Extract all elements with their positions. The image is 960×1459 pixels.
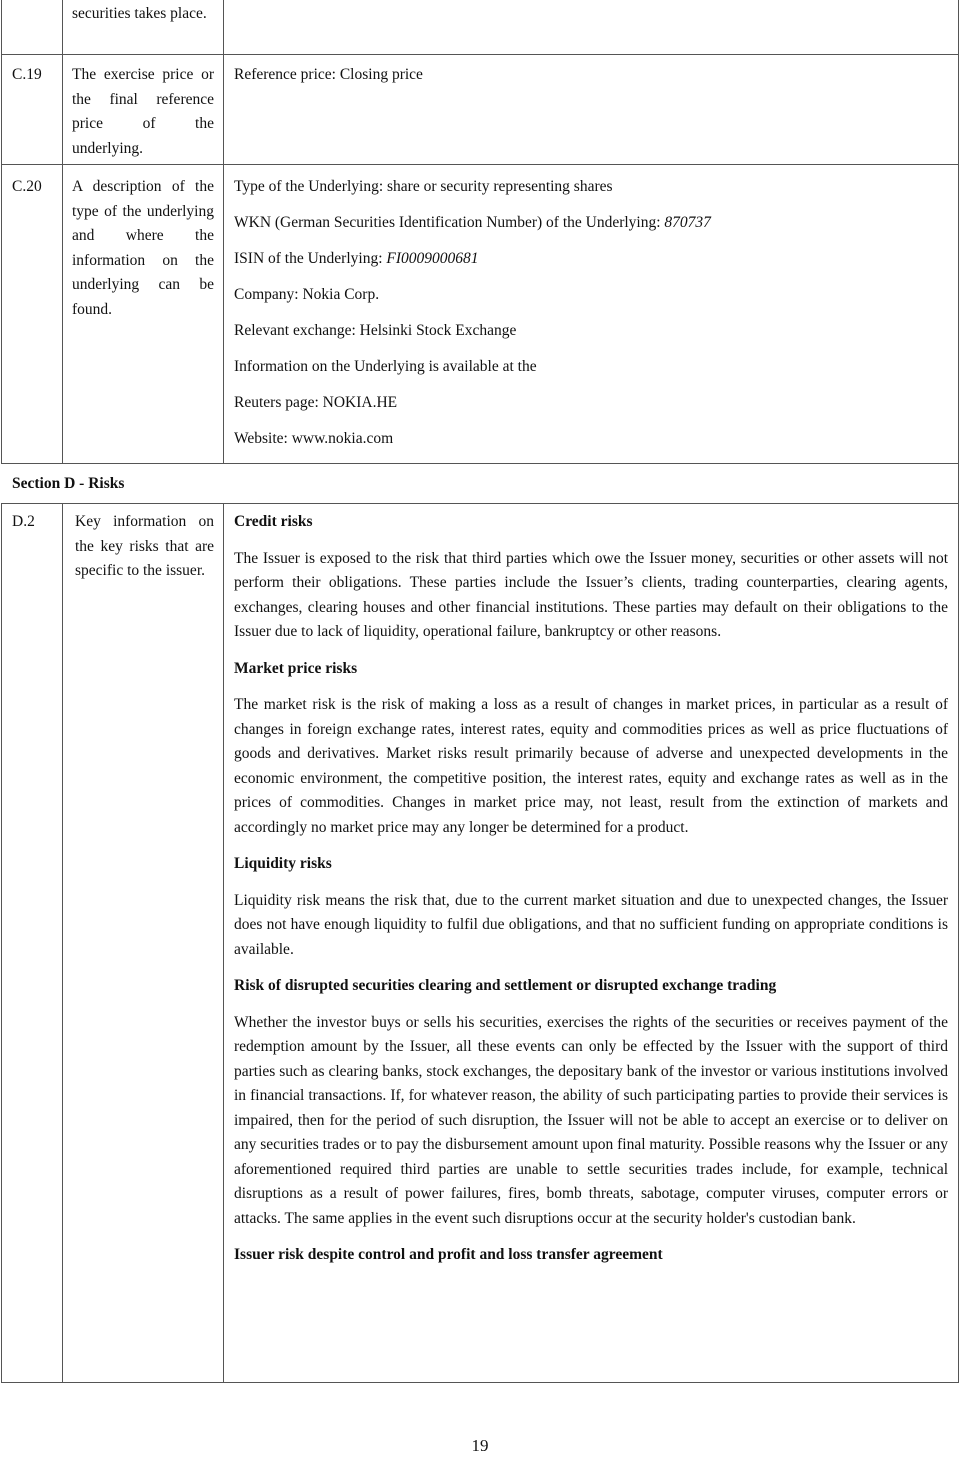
risk-heading: Credit risks bbox=[234, 513, 313, 530]
isin-value: FI0009000681 bbox=[386, 250, 479, 267]
row-divider bbox=[1, 54, 959, 55]
section-title: Section D - Risks bbox=[12, 475, 125, 492]
risk-body: Liquidity risk means the risk that, due to the current market situation and due to unexpected changes, the Issuer does not have enough liquidity to fulfil due obligations, and that no sufficient funding on appropriate conditions is available. bbox=[234, 891, 948, 958]
column-divider bbox=[62, 0, 63, 463]
underlying-company: Company: Nokia Corp. bbox=[234, 286, 380, 303]
underlying-exchange: Relevant exchange: Helsinki Stock Exchange bbox=[234, 322, 517, 339]
column-divider bbox=[223, 503, 224, 1382]
wkn-value: 870737 bbox=[664, 214, 711, 231]
d2-description: Key information on the key risks that are specific to the issuer. bbox=[75, 513, 214, 579]
c20-content bbox=[234, 175, 948, 463]
underlying-website: Website: www.nokia.com bbox=[234, 430, 394, 447]
column-divider bbox=[223, 0, 224, 463]
row-divider bbox=[1, 164, 959, 165]
d2-content bbox=[234, 510, 948, 1280]
risk-heading: Risk of disrupted securities clearing and settlement or disrupted exchange trading bbox=[234, 977, 777, 994]
d2-code: D.2 bbox=[12, 513, 35, 530]
column-divider bbox=[62, 503, 63, 1382]
underlying-wkn bbox=[234, 211, 948, 235]
row-divider bbox=[1, 463, 959, 464]
table-border-left bbox=[1, 503, 2, 1382]
page-number: 19 bbox=[471, 1436, 489, 1455]
top-row-description: securities takes place. bbox=[72, 5, 207, 22]
table-border-right bbox=[958, 0, 959, 1382]
risk-heading: Issuer risk despite control and profit and loss transfer agreement bbox=[234, 1246, 663, 1263]
table-border-left bbox=[1, 0, 2, 463]
underlying-isin bbox=[234, 247, 948, 271]
wkn-label: WKN (German Securities Identification Number) of the Underlying: bbox=[234, 214, 665, 231]
row-divider bbox=[1, 503, 959, 504]
risk-body: Whether the investor buys or sells his securities, exercises the rights of the securities or receives payment of the redemption amount by the Issuer, all these events can only be effected by the Issuer with the support of third parties such as clearing banks, stock exchanges, the depositary bank of the investor or various institutions involved in financial transactions. If, for whatever reason, the ability of such participating parties to provide their services is impaired, then for the period of such disruption, the Issuer will not be able to accept an exercise or to deliver on any securities trades or to pay the disbursement amount upon final maturity. Possible reasons why the Issuer or any aforementioned required third parties are unable to settle securities trades include, for example, technical disruptions as a result of power failures, fires, bomb threats, sabotage, computer viruses, computer errors or attacks. The same applies in the event such disruptions occur at the security holder's custodian bank. bbox=[234, 1013, 948, 1227]
risk-heading: Liquidity risks bbox=[234, 855, 332, 872]
c20-code: C.20 bbox=[12, 178, 42, 195]
risk-heading: Market price risks bbox=[234, 659, 358, 677]
underlying-reuters: Reuters page: NOKIA.HE bbox=[234, 394, 398, 411]
c20-description: A description of the type of the underlying and where the information on the underlying can be found. bbox=[72, 178, 214, 318]
table-border-bottom bbox=[1, 1382, 959, 1383]
underlying-info: Information on the Underlying is available at the bbox=[234, 358, 537, 375]
c19-code: C.19 bbox=[12, 66, 42, 83]
underlying-type: Type of the Underlying: share or security representing shares bbox=[234, 178, 613, 195]
c19-description: The exercise price or the final reference price of the underlying. bbox=[72, 66, 214, 157]
isin-label: ISIN of the Underlying: bbox=[234, 250, 387, 267]
risk-body: The Issuer is exposed to the risk that third parties which owe the Issuer money, securities or other assets will not perform their obligations. These parties include the Issuer’s clients, trading counterparties, clearing agents, exchanges, clearing houses and other financial institutions. These parties may default on their obligations to the Issuer due to lack of liquidity, operational failure, bankruptcy or other reasons. bbox=[234, 549, 948, 640]
c19-content: Reference price: Closing price bbox=[234, 66, 423, 83]
risk-body: The market risk is the risk of making a loss as a result of changes in market prices, in particular as a result of changes in foreign exchange rates, interest rates, equity and commodities prices as well as price fluctuations of goods and derivatives. Market risks result primarily because of adverse and unexpected developments in the economic environment, the competitive position, the interest rates, equity and exchange rates as well as in the prices of commodities. Changes in market price may, not least, result from the extinction of markets and accordingly no market price may any longer be determined for a product. bbox=[234, 696, 948, 836]
